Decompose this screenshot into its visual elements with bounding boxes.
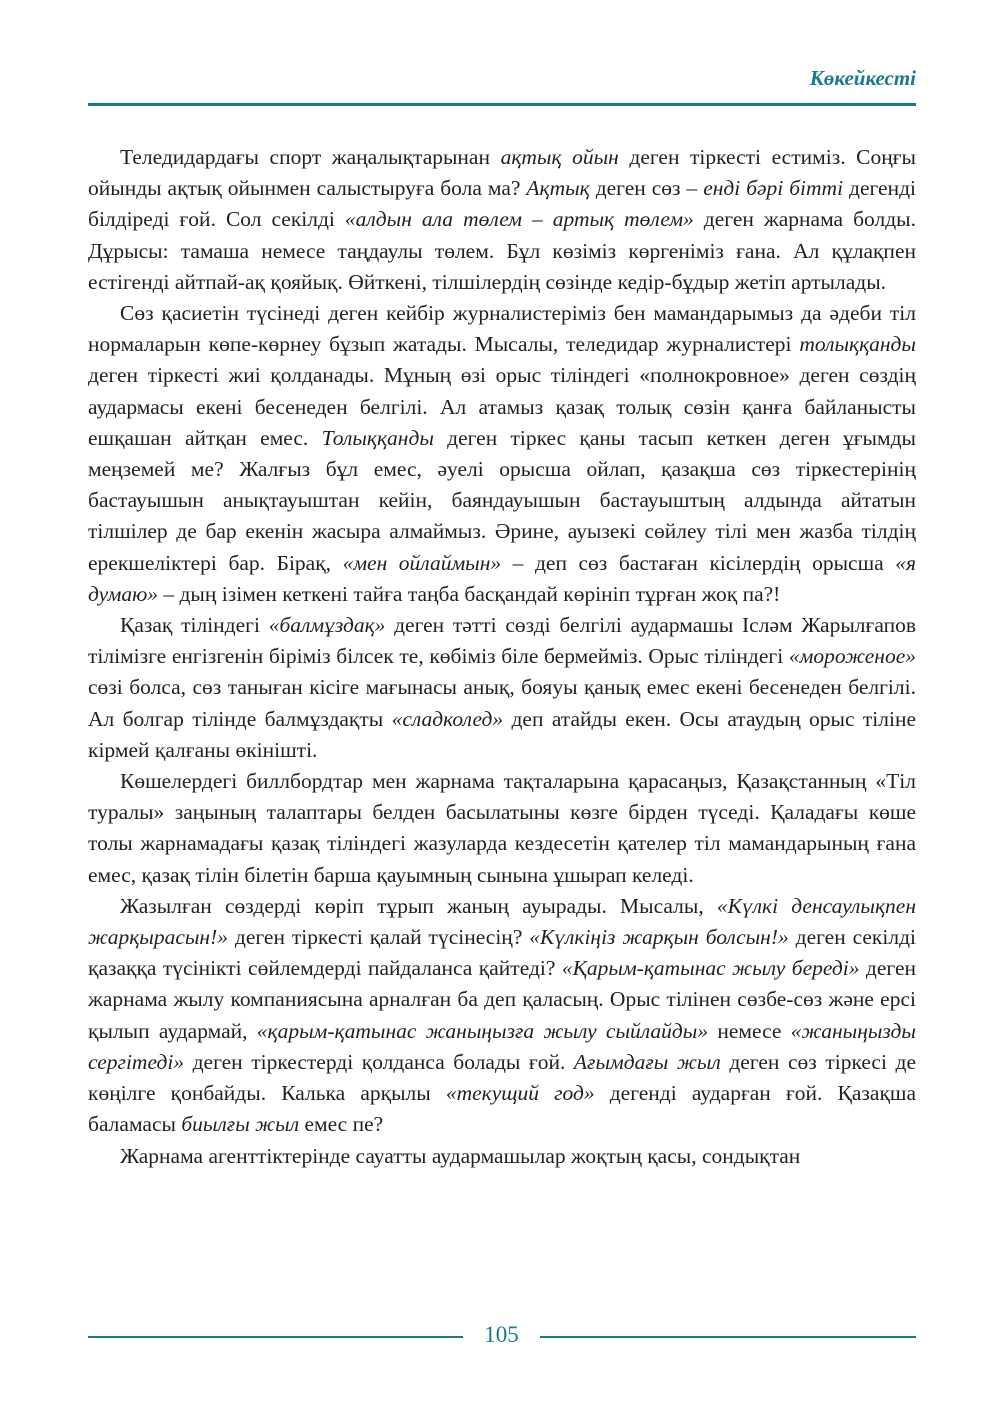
- text-run: дегенді аударған ғой. Қазақша баламасы: [88, 1081, 916, 1137]
- text-run: деген секілді қазаққа түсінікті сөйлемдерді пайдаланса қайтеді?: [88, 925, 916, 981]
- text-run: Көшелердегі биллбордтар мен жарнама тақталарына қарасаңыз, Қазақстанның «Тіл туралы» заңының талаптары белден басылатыны көзге бірден түседі. Қаладағы көше толы жарнамадағы қазақ тіліндегі жазуларда кездесетін қателер тіл мамандарының ғана емес, қазақ тілін білетін барша қауымның сынына ұшырап келеді.: [88, 769, 916, 887]
- italic-phrase: «жаныңызды сергітеді»: [88, 1018, 916, 1074]
- paragraph: [88, 1141, 916, 1172]
- text-run: Жазылған сөздерді көріп тұрып жаның ауырады. Мысалы,: [120, 893, 717, 918]
- text-run: деген сөз тіркесі де көңілге қонбайды. Калька арқылы: [88, 1049, 916, 1106]
- text-run: деген жарнама болды. Дұрысы: тамаша немесе таңдаулы төлем. Бұл көзіміз көргеніміз ғана. Ал құлақпен естігенді айтпай-ақ қояйық. Өйткені, тілшілердің сөзінде кедір-бұдыр жетіп артылады.: [88, 207, 916, 294]
- text-run: деген тіркес қаны тасып кеткен деген ұғымды меңземей ме? Жалғыз бұл емес, әуелі орысша ойлап, қазақша сөз тіркестерінің бастауышын анықтауыштан кейін, баяндауышын бастауыштың алдында айтатын тілшілер де бар екенін жасыра алмаймыз. Әрине, ауызекі сөйлеу тілі мен жазба тілдің ерекшеліктері бар. Бірақ,: [88, 425, 916, 575]
- text-run: Жарнама агенттіктерінде сауатты аудармашылар жоқтың қасы, сондықтан: [120, 1143, 801, 1168]
- text-run: деген жарнама жылу компаниясына арналған ба деп қаласың. Орыс тілінен сөзбе-сөз және ерсі қылып аудармай,: [88, 956, 916, 1043]
- italic-phrase: «текущий год»: [445, 1081, 595, 1106]
- italic-phrase: «балмұздақ»: [268, 613, 386, 638]
- text-run: немесе: [708, 1018, 791, 1043]
- italic-phrase: «Қарым-қатынас жылу береді»: [561, 956, 860, 981]
- text-run: деген тіркестерді қолданса болады ғой.: [184, 1049, 574, 1074]
- italic-phrase: «мороженое»: [788, 644, 916, 669]
- italic-phrase: толыққанды: [799, 332, 916, 357]
- text-run: деген сөз –: [589, 176, 704, 201]
- text-run: Қазақ тіліндегі: [120, 613, 269, 638]
- italic-phrase: «мен ойлаймын»: [342, 550, 502, 575]
- paragraph: [88, 891, 916, 1141]
- italic-phrase: ақтық ойын: [500, 145, 619, 169]
- header-rule: [88, 103, 916, 106]
- footer-rule-right: [540, 1336, 916, 1338]
- text-run: – дың ізімен кеткені тайға таңба басқандай көрініп тұрған жоқ па?!: [157, 581, 781, 606]
- page-number: 105: [484, 1322, 519, 1347]
- text-run: Сөз қасиетін түсінеді деген кейбір журналистеріміз бен мамандарымыз да әдеби тіл нормаларын көпе-көрнеу бұзып жатады. Мысалы, теледидар журналистері: [88, 301, 916, 357]
- text-run: деген тіркесті жиі қолданады. Мұның өзі орыс тіліндегі «полнокровное» деген сөздің аудармасы екені бесенеден белгілі. Ал атамыз қазақ толық сөзін қанға байланысты ешқашан айтқан емес.: [88, 363, 916, 450]
- text-run: деп атайды екен. Осы атаудың орыс тіліне кірмей қалғаны өкінішті.: [88, 706, 916, 762]
- italic-phrase: Толыққанды: [321, 425, 434, 450]
- paragraph: [88, 298, 916, 610]
- text-run: дегенді білдіреді ғой. Сол секілді: [88, 176, 917, 232]
- paragraph: [88, 766, 916, 891]
- italic-phrase: «Күлкі денсаулықпен жарқырасын!»: [88, 893, 916, 950]
- paragraph: [88, 142, 916, 298]
- italic-phrase: енді бәрі бітті: [703, 176, 844, 201]
- page-header-title: Көкейкесті: [809, 66, 916, 90]
- footer-rule-left: [88, 1336, 463, 1338]
- italic-phrase: «я думаю»: [88, 550, 916, 606]
- italic-phrase: Ағымдағы жыл: [573, 1049, 721, 1074]
- text-run: сөзі болса, сөз таныған кісіге мағынасы анық, бояуы қанық емес екені бесенеден белгілі. Ал болгар тілінде балмұздақты: [88, 675, 916, 731]
- text-run: деген тіркесті естиміз. Соңғы ойынды ақтық ойынмен салыстыруға бола ма?: [88, 145, 916, 201]
- text-run: емес пе?: [299, 1112, 384, 1137]
- italic-phrase: биылғы жыл: [181, 1112, 300, 1137]
- italic-phrase: Ақтық: [526, 176, 590, 201]
- italic-phrase: «Күлкіңіз жарқын болсын!»: [529, 925, 789, 950]
- text-run: деген тіркесті қалай түсінесің?: [228, 925, 530, 950]
- text-run: Теледидардағы спорт жаңалықтарынан: [120, 145, 501, 169]
- italic-phrase: «қарым-қатынас жаныңызға жылу сыйлайды»: [256, 1018, 709, 1043]
- text-run: – деп сөз бастаған кісілердің орысша: [501, 550, 896, 575]
- italic-phrase: «сладколед»: [391, 706, 504, 731]
- italic-phrase: «алдын ала төлем – артық төлем»: [344, 207, 694, 232]
- text-run: деген тәтті сөзді белгілі аудармашы Ісләм Жарылғапов тілімізге енгізгенін біріміз білсек те, көбіміз біле бермейміз. Орыс тіліндегі: [88, 613, 917, 669]
- body-text: [88, 142, 916, 1172]
- paragraph: [88, 610, 916, 766]
